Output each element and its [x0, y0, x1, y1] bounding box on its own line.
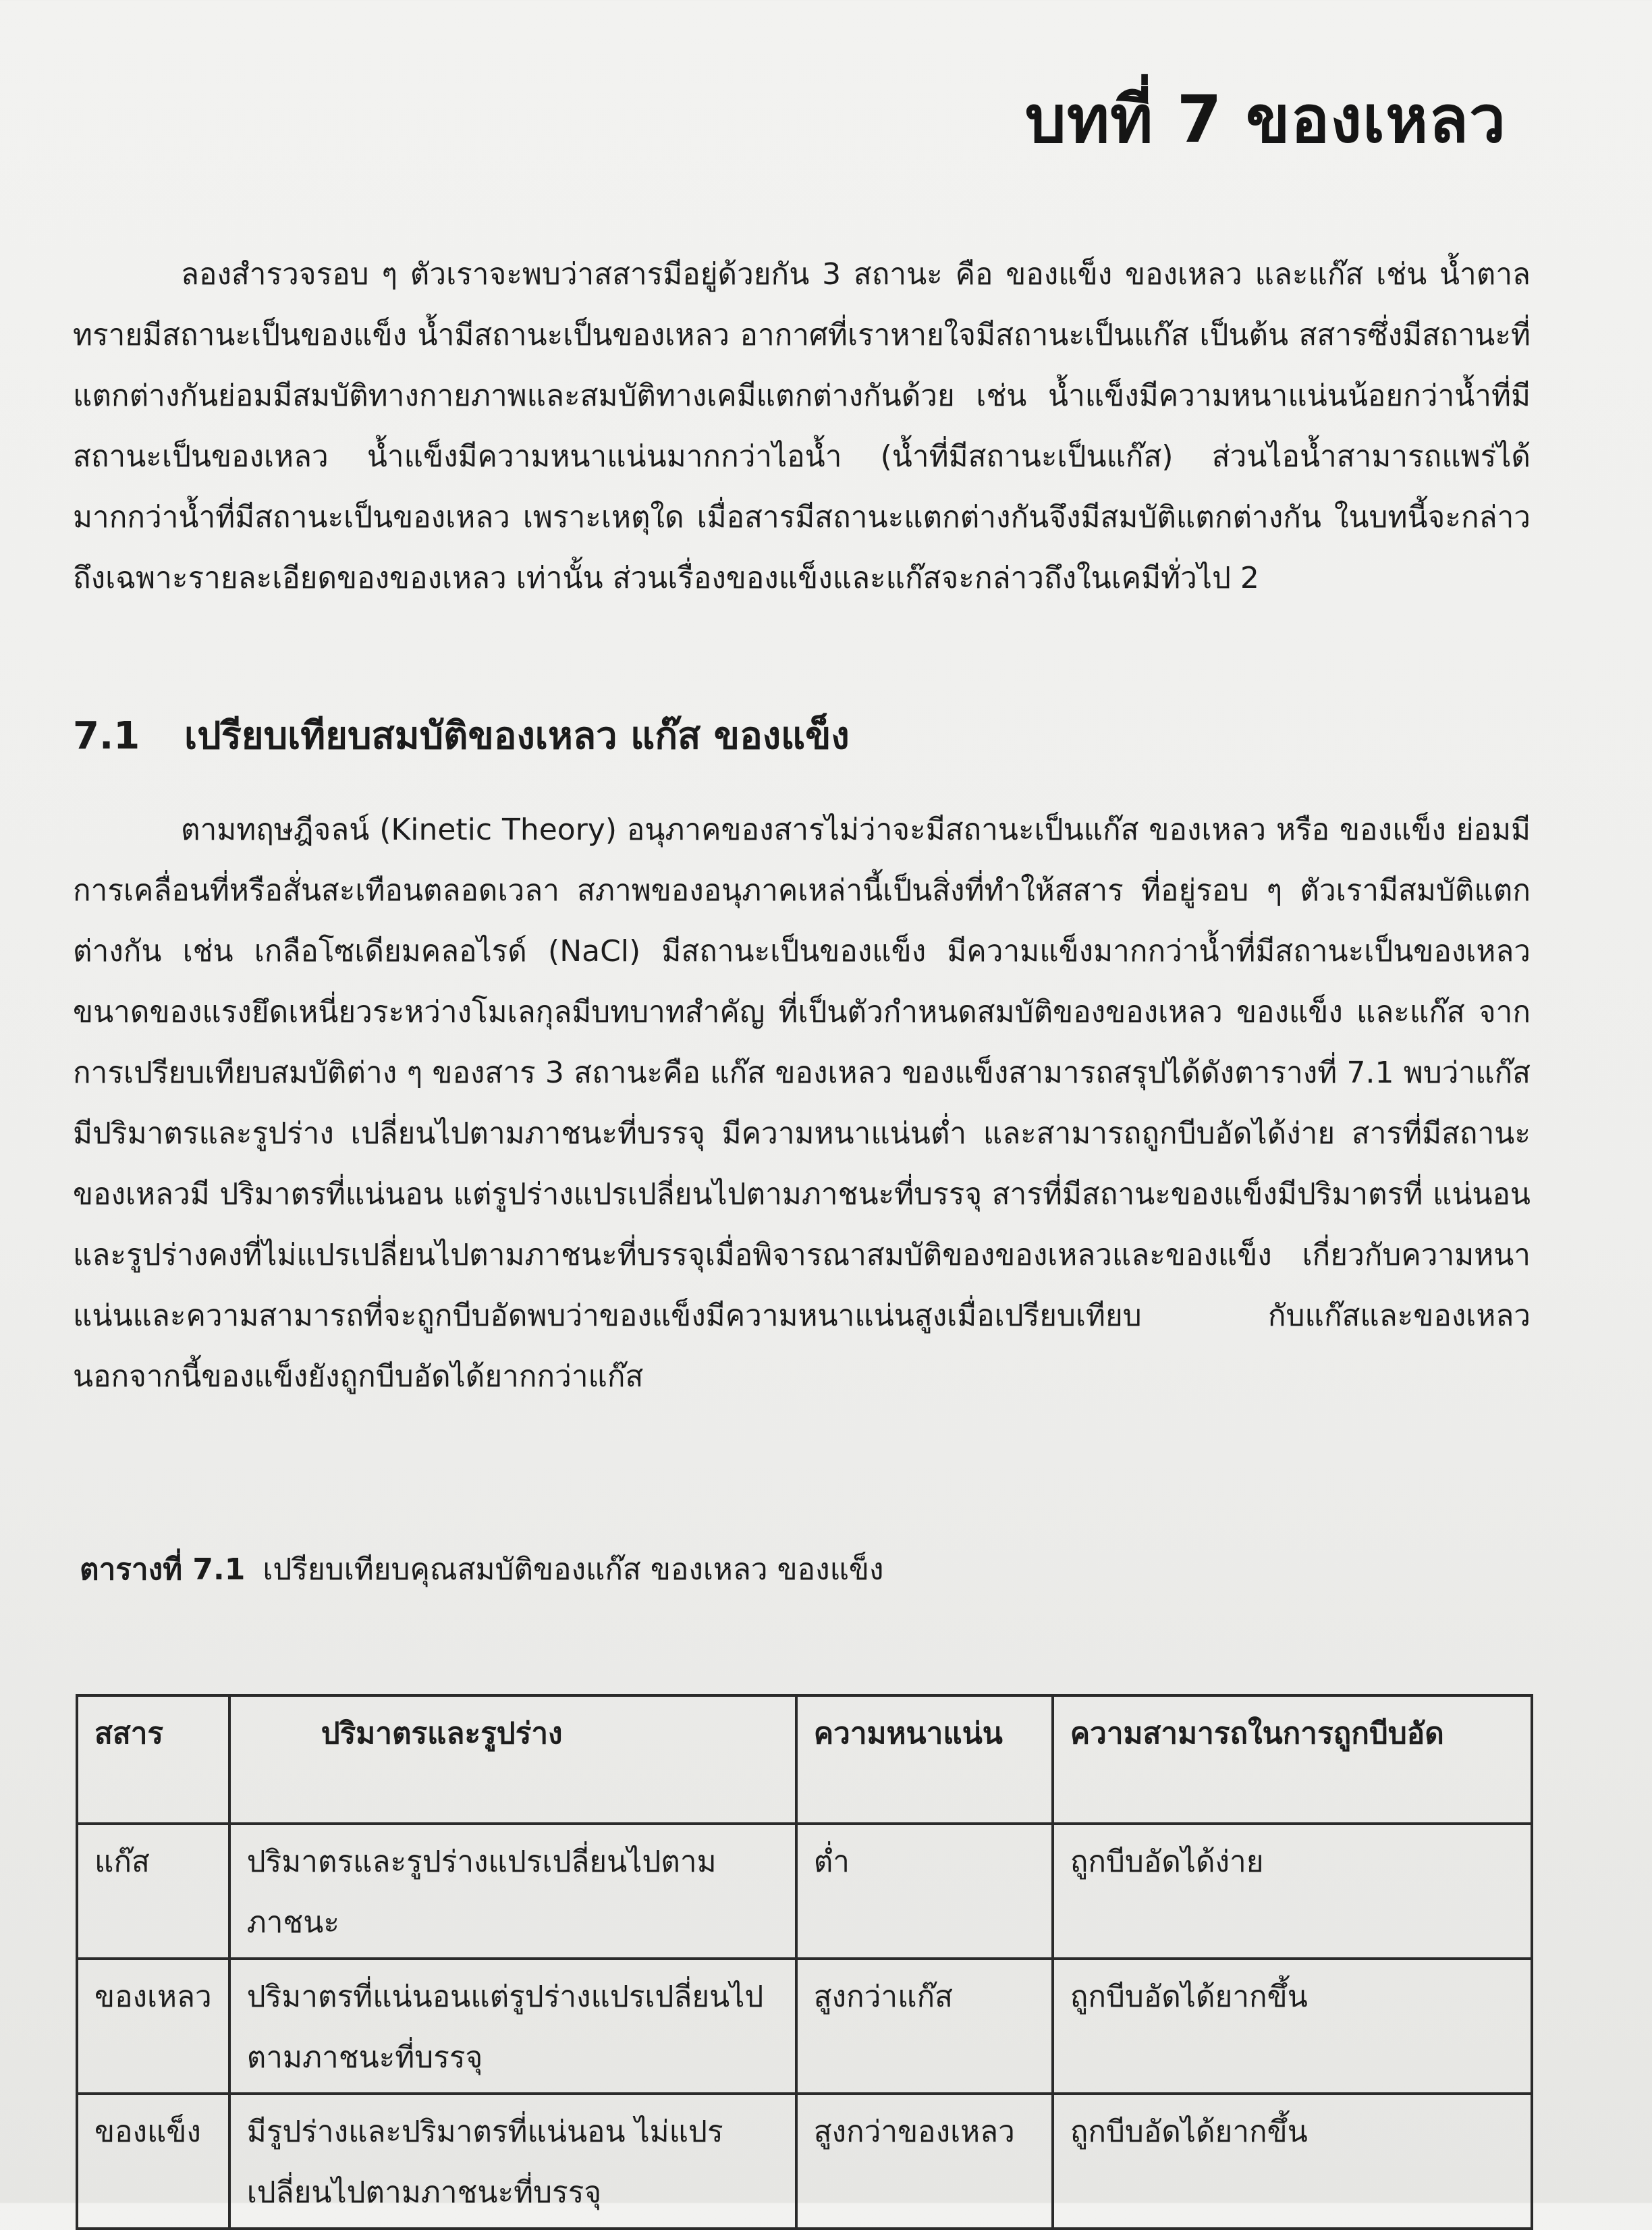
cell-substance: ของแข็ง [77, 2094, 229, 2229]
chapter-title: บทที่ 7 ของเหลว [1024, 82, 1506, 157]
cell-substance: แก๊ส [77, 1824, 229, 1959]
table-row [77, 1959, 1532, 2094]
properties-table [76, 1694, 1533, 2230]
cell-compressibility: ถูกบีบอัดได้ง่าย [1053, 1824, 1532, 1959]
cell-density: สูงกว่าของเหลว [796, 2094, 1053, 2229]
cell-volume-shape: ปริมาตรและรูปร่างแปรเปลี่ยนไปตามภาชนะ [229, 1824, 796, 1959]
table-caption-label: ตารางที่ 7.1 [80, 1552, 246, 1587]
table-caption [80, 1549, 884, 1591]
cell-compressibility: ถูกบีบอัดได้ยากขึ้น [1053, 1959, 1532, 2094]
table-row [77, 2094, 1532, 2229]
section-number: 7.1 [73, 714, 140, 758]
cell-density: ต่ำ [796, 1824, 1053, 1959]
header-compressibility: ความสามารถในการถูกบีบอัด [1053, 1695, 1532, 1824]
section-heading [73, 712, 1531, 761]
header-density: ความหนาแน่น [796, 1695, 1053, 1824]
header-substance: สสาร [77, 1695, 229, 1824]
section-title: เปรียบเทียบสมบัติของเหลว แก๊ส ของแข็ง [184, 714, 850, 758]
table-header-row [77, 1695, 1532, 1824]
properties-table-wrapper [76, 1694, 1533, 2230]
cell-volume-shape: มีรูปร่างและปริมาตรที่แน่นอน ไม่แปรเปลี่ยนไปตามภาชนะที่บรรจุ [229, 2094, 796, 2229]
header-volume-shape [229, 1695, 796, 1824]
cell-volume-shape: ปริมาตรที่แน่นอนแต่รูปร่างแปรเปลี่ยนไปตามภาชนะที่บรรจุ [229, 1959, 796, 2094]
table-row [77, 1824, 1532, 1959]
cell-density: สูงกว่าแก๊ส [796, 1959, 1053, 2094]
cell-compressibility: ถูกบีบอัดได้ยากขึ้น [1053, 2094, 1532, 2229]
theory-paragraph: ตามทฤษฎีจลน์ (Kinetic Theory) อนุภาคของสารไม่ว่าจะมีสถานะเป็นแก๊ส ของเหลว หรือ ของแข็ง ย่อมมีการเคลื่อนที่หรือสั่นสะเทือนตลอดเวลา สภาพของอนุภาคเหล่านี้เป็นสิ่งที่ทำให้สสาร ที่อยู่รอบ ๆ ตัวเรามีสมบัติแตกต่างกัน เช่น เกลือโซเดียมคลอไรด์ (NaCl) มีสถานะเป็นของแข็ง มีความแข็งมากกว่าน้ำที่มีสถานะเป็นของเหลว ขนาดของแรงยึดเหนี่ยวระหว่างโมเลกุลมีบทบาทสำคัญ ที่เป็นตัวกำหนดสมบัติของของเหลว ของแข็ง และแก๊ส จากการเปรียบเทียบสมบัติต่าง ๆ ของสาร 3 สถานะคือ แก๊ส ของเหลว ของแข็งสามารถสรุปได้ดังตารางที่ 7.1 พบว่าแก๊สมีปริมาตรและรูปร่าง เปลี่ยนไปตามภาชนะที่บรรจุ มีความหนาแน่นต่ำ และสามารถถูกบีบอัดได้ง่าย สารที่มีสถานะของเหลวมี ปริมาตรที่แน่นอน แต่รูปร่างแปรเปลี่ยนไปตามภาชนะที่บรรจุ สารที่มีสถานะของแข็งมีปริมาตรที่ แน่นอนและรูปร่างคงที่ไม่แปรเปลี่ยนไปตามภาชนะที่บรรจุเมื่อพิจารณาสมบัติของของเหลวและของแข็ง เกี่ยวกับความหนาแน่นและความสามารถที่จะถูกบีบอัดพบว่าของแข็งมีความหนาแน่นสูงเมื่อเปรียบเทียบ กับแก๊สและของเหลว นอกจากนี้ของแข็งยังถูกบีบอัดได้ยากกว่าแก๊ส [73, 813, 1531, 1394]
intro-paragraph: ลองสำรวจรอบ ๆ ตัวเราจะพบว่าสสารมีอยู่ด้วยกัน 3 สถานะ คือ ของแข็ง ของเหลว และแก๊ส เช่น น้ำตาลทรายมีสถานะเป็นของแข็ง น้ำมีสถานะเป็นของเหลว อากาศที่เราหายใจมีสถานะเป็นแก๊ส เป็นต้น สสารซึ่งมีสถานะที่แตกต่างกันย่อมมีสมบัติทางกายภาพและสมบัติทางเคมีแตกต่างกันด้วย เช่น น้ำแข็งมีความหนาแน่นน้อยกว่าน้ำที่มีสถานะเป็นของเหลว น้ำแข็งมีความหนาแน่นมากกว่าไอน้ำ (น้ำที่มีสถานะเป็นแก๊ส) ส่วนไอน้ำสามารถแพร่ได้มากกว่าน้ำที่มีสถานะเป็นของเหลว เพราะเหตุใด เมื่อสารมีสถานะแตกต่างกันจึงมีสมบัติแตกต่างกัน ในบทนี้จะกล่าวถึงเฉพาะรายละเอียดของของเหลว เท่านั้น ส่วนเรื่องของแข็งและแก๊สจะกล่าวถึงในเคมีทั่วไป 2 [73, 257, 1531, 595]
cell-substance: ของเหลว [77, 1959, 229, 2094]
table-caption-text: เปรียบเทียบคุณสมบัติของแก๊ส ของเหลว ของแข็ง [263, 1552, 884, 1587]
header-volume-shape-label: ปริมาตรและรูปร่าง [321, 1716, 563, 1751]
